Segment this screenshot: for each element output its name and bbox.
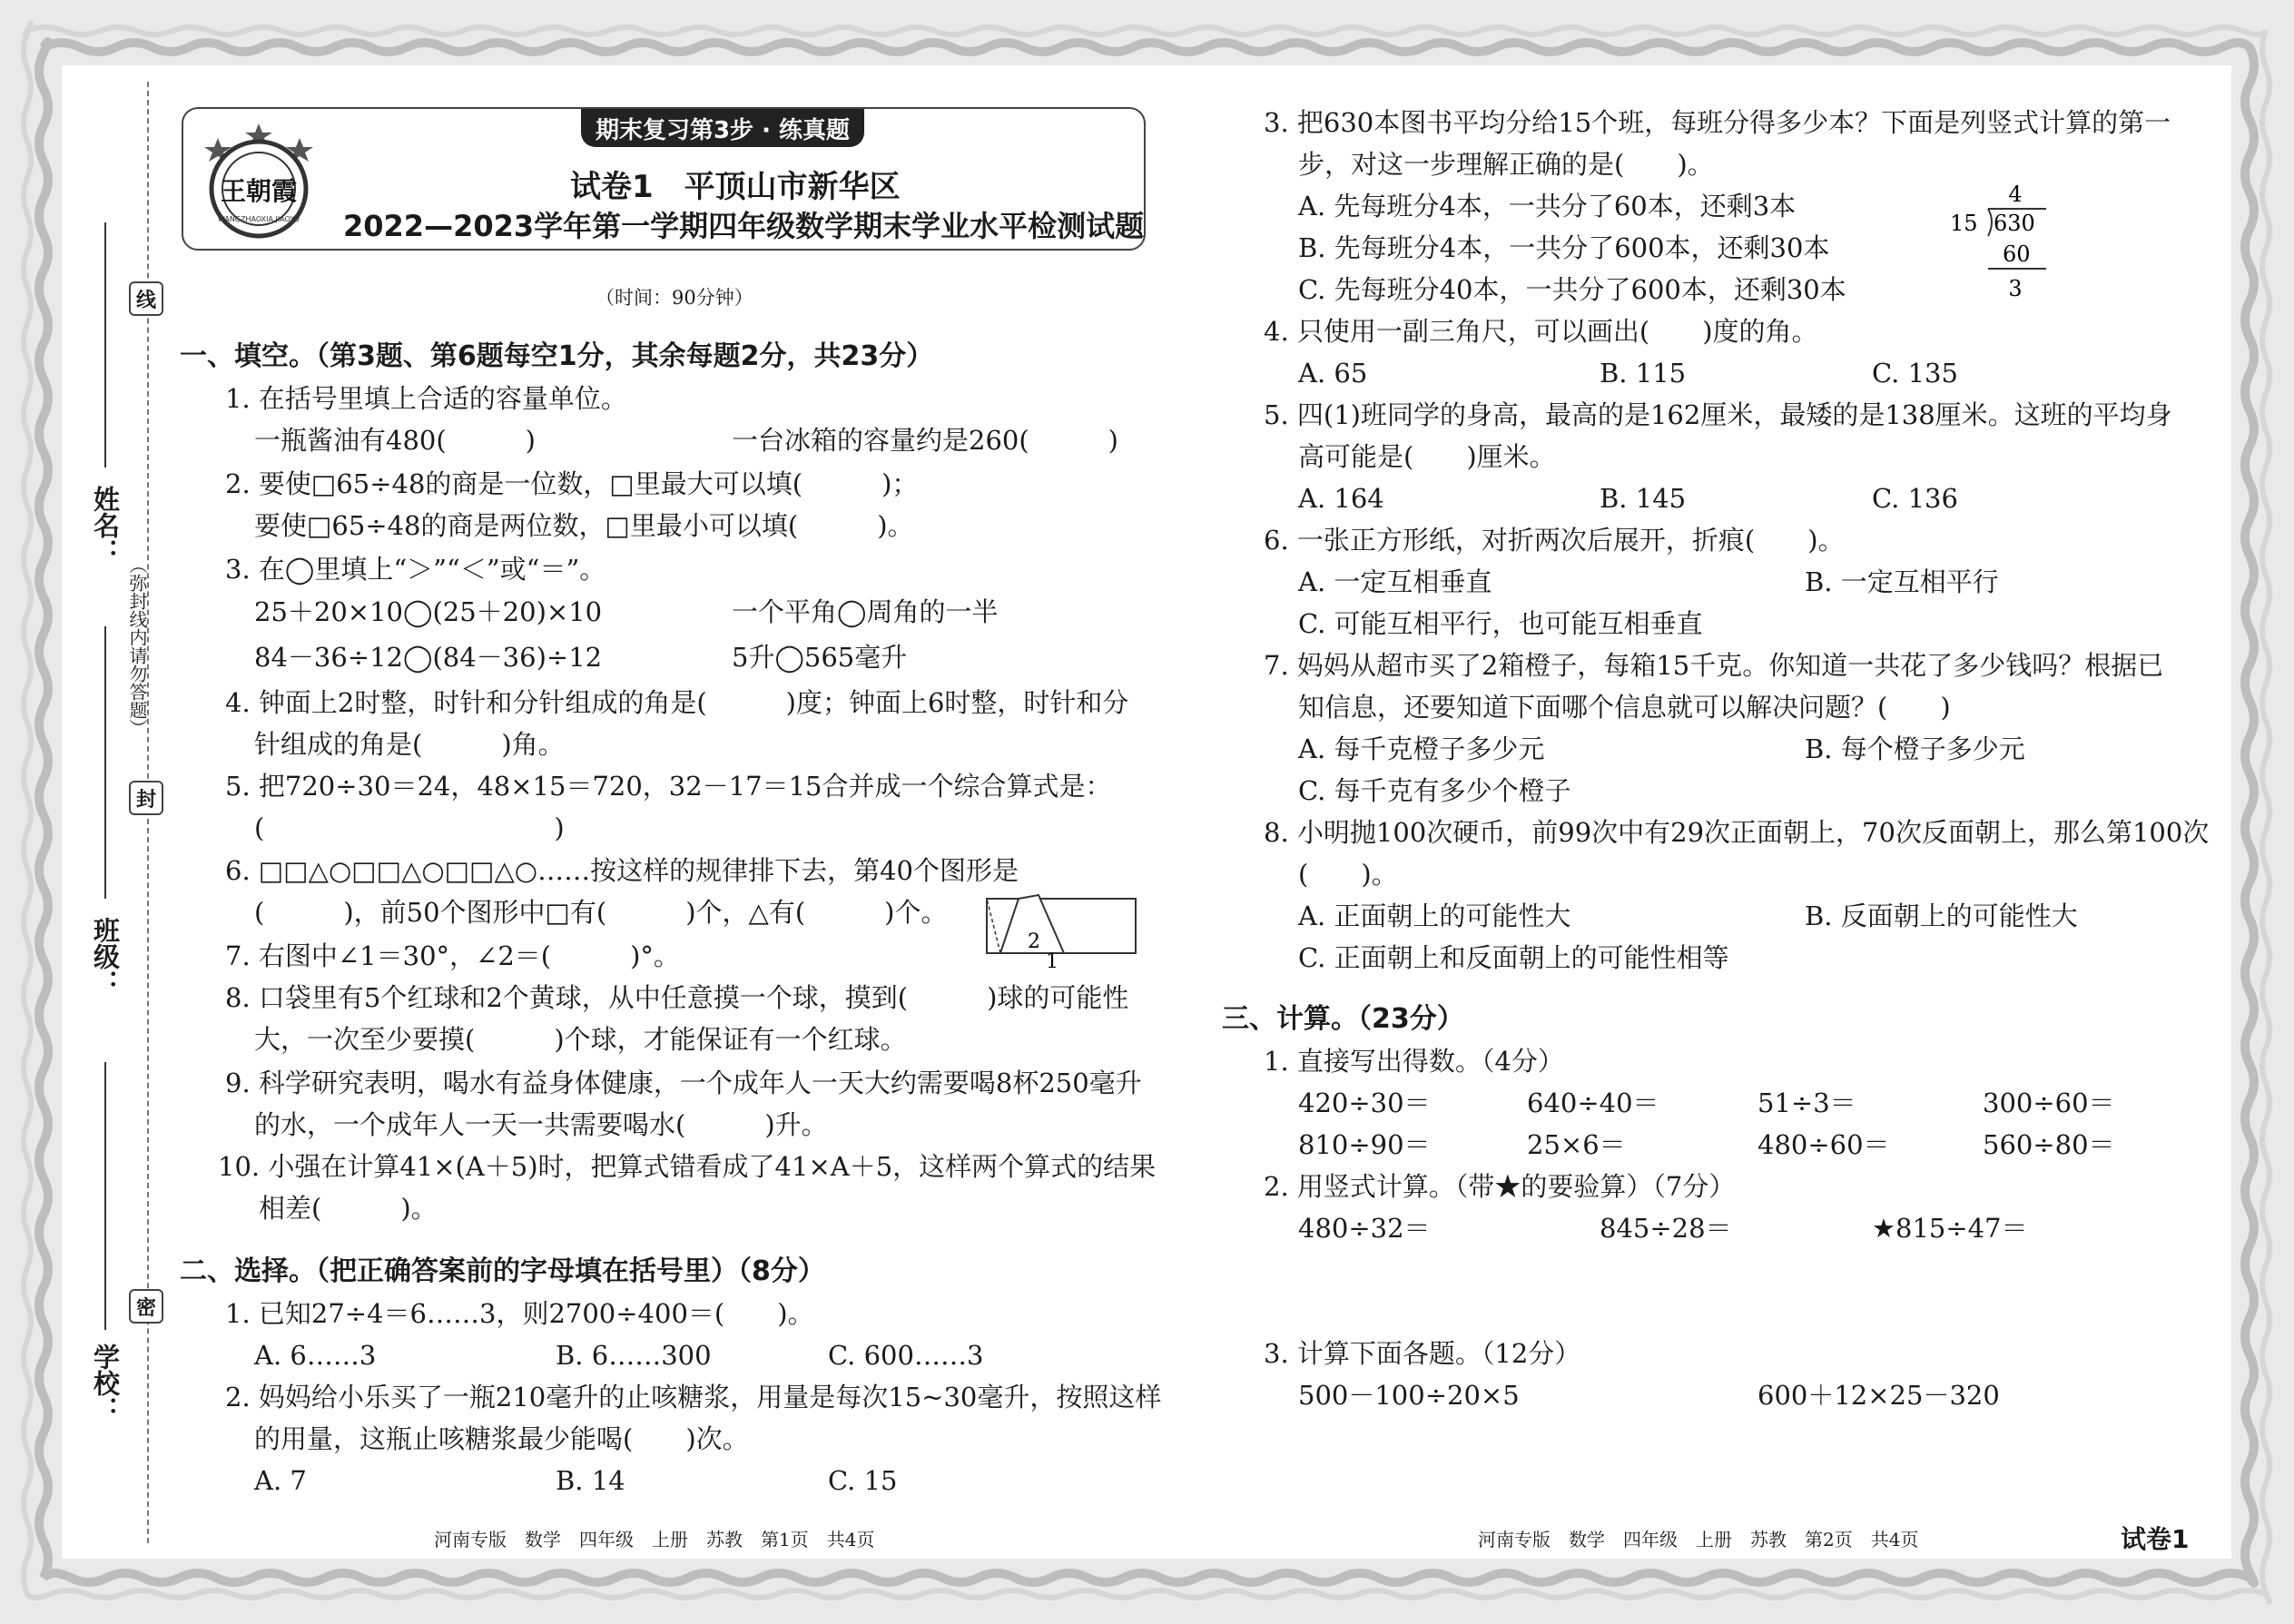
q2-3-a: A. 先每班分4本，一共分了60本，还剩3本 xyxy=(1298,191,1797,221)
seal-mark-feng: 封 xyxy=(129,781,163,815)
q1-8-line1: 8. 口袋里有5个红球和2个黄球，从中任意摸一个球，摸到( )球的可能性 xyxy=(225,982,1129,1013)
svg-text:王朝霞: 王朝霞 xyxy=(220,176,298,206)
svg-text:2: 2 xyxy=(1028,930,1040,953)
q1-3-a: 25＋20×10◯(25＋20)×10 xyxy=(254,596,603,627)
q1-5-line1: 5. 把720÷30＝24，48×15＝720，32－17＝15合并成一个综合算式是： xyxy=(225,771,1112,802)
q1-1-b: 一台冰箱的容量约是260( ) xyxy=(732,425,1118,456)
seal-note: （弥封线内请勿答题） xyxy=(126,556,148,737)
q1-9-line2: 的水，一个成年人一天一共需要喝水( )升。 xyxy=(254,1109,828,1140)
q2-4-a: A. 65 xyxy=(1298,358,1368,389)
seal-mark-xian: 线 xyxy=(129,281,163,316)
q2-7-a: A. 每千克橙子多少元 xyxy=(1298,733,1545,764)
q2-7-b: B. 每个橙子多少元 xyxy=(1805,733,2025,764)
q2-2-line1: 2. 妈妈给小乐买了一瓶210毫升的止咳糖浆，用量是每次15~30毫升，按照这样 xyxy=(225,1382,1162,1412)
q1-6-line1: 6. □□△○□□△○□□△○……按这样的规律排下去，第40个图形是 xyxy=(225,855,1019,886)
seal-mark-mi: 密 xyxy=(129,1289,163,1324)
q1-1-a: 一瓶酱油有480( ) xyxy=(254,425,536,456)
q3-1-g: 480÷60＝ xyxy=(1757,1129,1890,1160)
q2-5-line2: 高可能是( )厘米。 xyxy=(1298,441,1556,472)
q1-9-line1: 9. 科学研究表明，喝水有益身体健康，一个成年人一天大约需要喝8杯250毫升 xyxy=(225,1068,1142,1098)
paper-title: 试卷1 平顶山市新华区 xyxy=(570,169,901,205)
class-field[interactable] xyxy=(104,626,106,899)
footer-right: 河南专版 数学 四年级 上册 苏教 第2页 共4页 xyxy=(1478,1529,1919,1550)
q1-3-stem: 3. 在◯里填上“＞”“＜”或“＝”。 xyxy=(225,554,606,585)
exam-time: （时间：90分钟） xyxy=(596,287,753,309)
q2-6-stem: 6. 一张正方形纸，对折两次后展开，折痕( )。 xyxy=(1264,525,1845,556)
q2-8-c: C. 正面朝上和反面朝上的可能性相等 xyxy=(1298,942,1729,973)
name-field[interactable] xyxy=(104,222,106,468)
q2-8-a: A. 正面朝上的可能性大 xyxy=(1298,901,1571,931)
svg-text:1: 1 xyxy=(1046,950,1058,971)
q3-3-a: 500－100÷20×5 xyxy=(1298,1380,1520,1411)
q1-2-line1: 2. 要使□65÷48的商是一位数，□里最大可以填( )； xyxy=(225,468,919,499)
q2-5-c: C. 136 xyxy=(1872,483,1958,514)
q2-5-line1: 5. 四(1)班同学的身高，最高的是162厘米，最矮的是138厘米。这班的平均身 xyxy=(1264,399,2172,430)
svg-text:4: 4 xyxy=(2008,182,2023,207)
school-field[interactable] xyxy=(104,1062,106,1330)
q1-4-line1: 4. 钟面上2时整，时针和分针组成的角是( )度；钟面上6时整，时针和分 xyxy=(225,687,1129,718)
q2-3-b: B. 先每班分4本，一共分了600本，还剩30本 xyxy=(1298,232,1830,263)
class-label: 班级： xyxy=(90,917,121,996)
q1-1-stem: 1. 在括号里填上合适的容量单位。 xyxy=(225,383,627,414)
q1-7: 7. 右图中∠1＝30°，∠2＝( )°。 xyxy=(225,940,680,971)
q3-1-h: 560÷80＝ xyxy=(1983,1129,2115,1160)
svg-text:3: 3 xyxy=(2008,276,2023,301)
q3-1-e: 810÷90＝ xyxy=(1298,1129,1431,1160)
q2-8-b: B. 反面朝上的可能性大 xyxy=(1805,901,2078,931)
section-1-heading: 一、填空。（第3题、第6题每空1分，其余每题2分，共23分） xyxy=(180,340,934,372)
q1-8-line2: 大，一次至少要摸( )个球，才能保证有一个红球。 xyxy=(254,1024,907,1055)
angle-figure xyxy=(984,893,1140,971)
q1-4-line2: 针组成的角是( )角。 xyxy=(254,729,565,760)
q2-5-a: A. 164 xyxy=(1298,483,1384,514)
svg-text:15: 15 xyxy=(1950,211,1978,236)
q2-2-b: B. 14 xyxy=(556,1465,625,1496)
school-label: 学校： xyxy=(90,1343,121,1422)
q1-10-line1: 10. 小强在计算41×(A＋5)时，把算式错看成了41×A＋5，这样两个算式的结果 xyxy=(218,1151,1157,1182)
q2-6-c: C. 可能互相平行，也可能互相垂直 xyxy=(1298,608,1703,639)
q2-1-c: C. 600……3 xyxy=(828,1340,984,1371)
name-label: 姓名： xyxy=(90,486,121,565)
q2-4-b: B. 115 xyxy=(1600,358,1687,389)
q1-3-d: 5升◯565毫升 xyxy=(732,642,908,673)
q3-2-a: 480÷32＝ xyxy=(1298,1213,1431,1244)
q2-3-c: C. 先每班分40本，一共分了600本，还剩30本 xyxy=(1298,274,1846,305)
q2-7-line1: 7. 妈妈从超市买了2箱橙子，每箱15千克。你知道一共花了多少钱吗？根据已 xyxy=(1264,650,2164,681)
q2-5-b: B. 145 xyxy=(1600,483,1687,514)
q2-2-line2: 的用量，这瓶止咳糖浆最少能喝( )次。 xyxy=(254,1423,749,1454)
svg-text:630: 630 xyxy=(1994,211,2035,236)
q3-3-b: 600＋12×25－320 xyxy=(1757,1380,2000,1411)
q3-1-c: 51÷3＝ xyxy=(1757,1088,1856,1118)
footer-left: 河南专版 数学 四年级 上册 苏教 第1页 共4页 xyxy=(434,1529,875,1550)
q2-3-line1: 3. 把630本图书平均分给15个班，每班分得多少本？下面是列竖式计算的第一 xyxy=(1264,107,2171,138)
q2-7-c: C. 每千克有多少个橙子 xyxy=(1298,775,1571,806)
q2-8-line1: 8. 小明抛100次硬币，前99次中有29次正面朝上，70次反面朝上，那么第100次 xyxy=(1264,817,2210,848)
svg-text:WANGZHAOXIA JIAOYU: WANGZHAOXIA JIAOYU xyxy=(217,215,300,223)
q2-3-line2: 步，对这一步理解正确的是( )。 xyxy=(1298,149,1714,180)
q2-1-a: A. 6……3 xyxy=(254,1340,377,1371)
paper-number: 试卷1 xyxy=(2121,1524,2190,1554)
long-division-figure xyxy=(1948,178,2048,307)
q1-6-line2: ( )，前50个图形中□有( )个，△有( )个。 xyxy=(254,897,948,928)
q1-2-line2: 要使□65÷48的商是两位数，□里最小可以填( )。 xyxy=(254,510,914,541)
q3-3-stem: 3. 计算下面各题。（12分） xyxy=(1264,1338,1581,1369)
q2-1-stem: 1. 已知27÷4＝6……3，则2700÷400＝( )。 xyxy=(225,1298,814,1329)
q2-4-stem: 4. 只使用一副三角尺，可以画出( )度的角。 xyxy=(1264,316,1818,347)
q1-3-c: 84－36÷12◯(84－36)÷12 xyxy=(254,642,603,673)
step-tag: 期末复习第3步 · 练真题 xyxy=(581,109,864,147)
q1-3-b: 一个平角◯周角的一半 xyxy=(732,596,999,627)
section-3-heading: 三、计算。（23分） xyxy=(1222,1003,1464,1035)
q3-1-stem: 1. 直接写出得数。（4分） xyxy=(1264,1046,1564,1077)
q2-7-line2: 知信息，还要知道下面哪个信息就可以解决问题？( ) xyxy=(1298,692,1951,723)
q3-2-stem: 2. 用竖式计算。（带★的要验算）（7分） xyxy=(1264,1171,1736,1202)
q3-1-b: 640÷40＝ xyxy=(1527,1088,1659,1118)
q2-6-a: A. 一定互相垂直 xyxy=(1298,566,1492,597)
publisher-logo xyxy=(191,116,327,243)
q2-8-line2: ( )。 xyxy=(1298,859,1398,890)
q3-1-f: 25×6＝ xyxy=(1527,1129,1626,1160)
q3-1-d: 300÷60＝ xyxy=(1983,1088,2115,1118)
q1-5-line2: ( ) xyxy=(254,812,565,843)
section-2-heading: 二、选择。（把正确答案前的字母填在括号里）（8分） xyxy=(180,1255,825,1287)
q2-2-c: C. 15 xyxy=(828,1465,898,1496)
q2-1-b: B. 6……300 xyxy=(556,1340,712,1371)
q3-1-a: 420÷30＝ xyxy=(1298,1088,1431,1118)
paper-subtitle: 2022—2023学年第一学期四年级数学期末学业水平检测试题 xyxy=(343,209,1145,243)
q2-2-a: A. 7 xyxy=(254,1465,307,1496)
q3-2-b: 845÷28＝ xyxy=(1600,1213,1732,1244)
q1-10-line2: 相差( )。 xyxy=(259,1193,438,1224)
q2-4-c: C. 135 xyxy=(1872,358,1958,389)
q3-2-c: ★815÷47＝ xyxy=(1872,1213,2028,1244)
q2-6-b: B. 一定互相平行 xyxy=(1805,566,1999,597)
svg-text:60: 60 xyxy=(2003,241,2031,267)
